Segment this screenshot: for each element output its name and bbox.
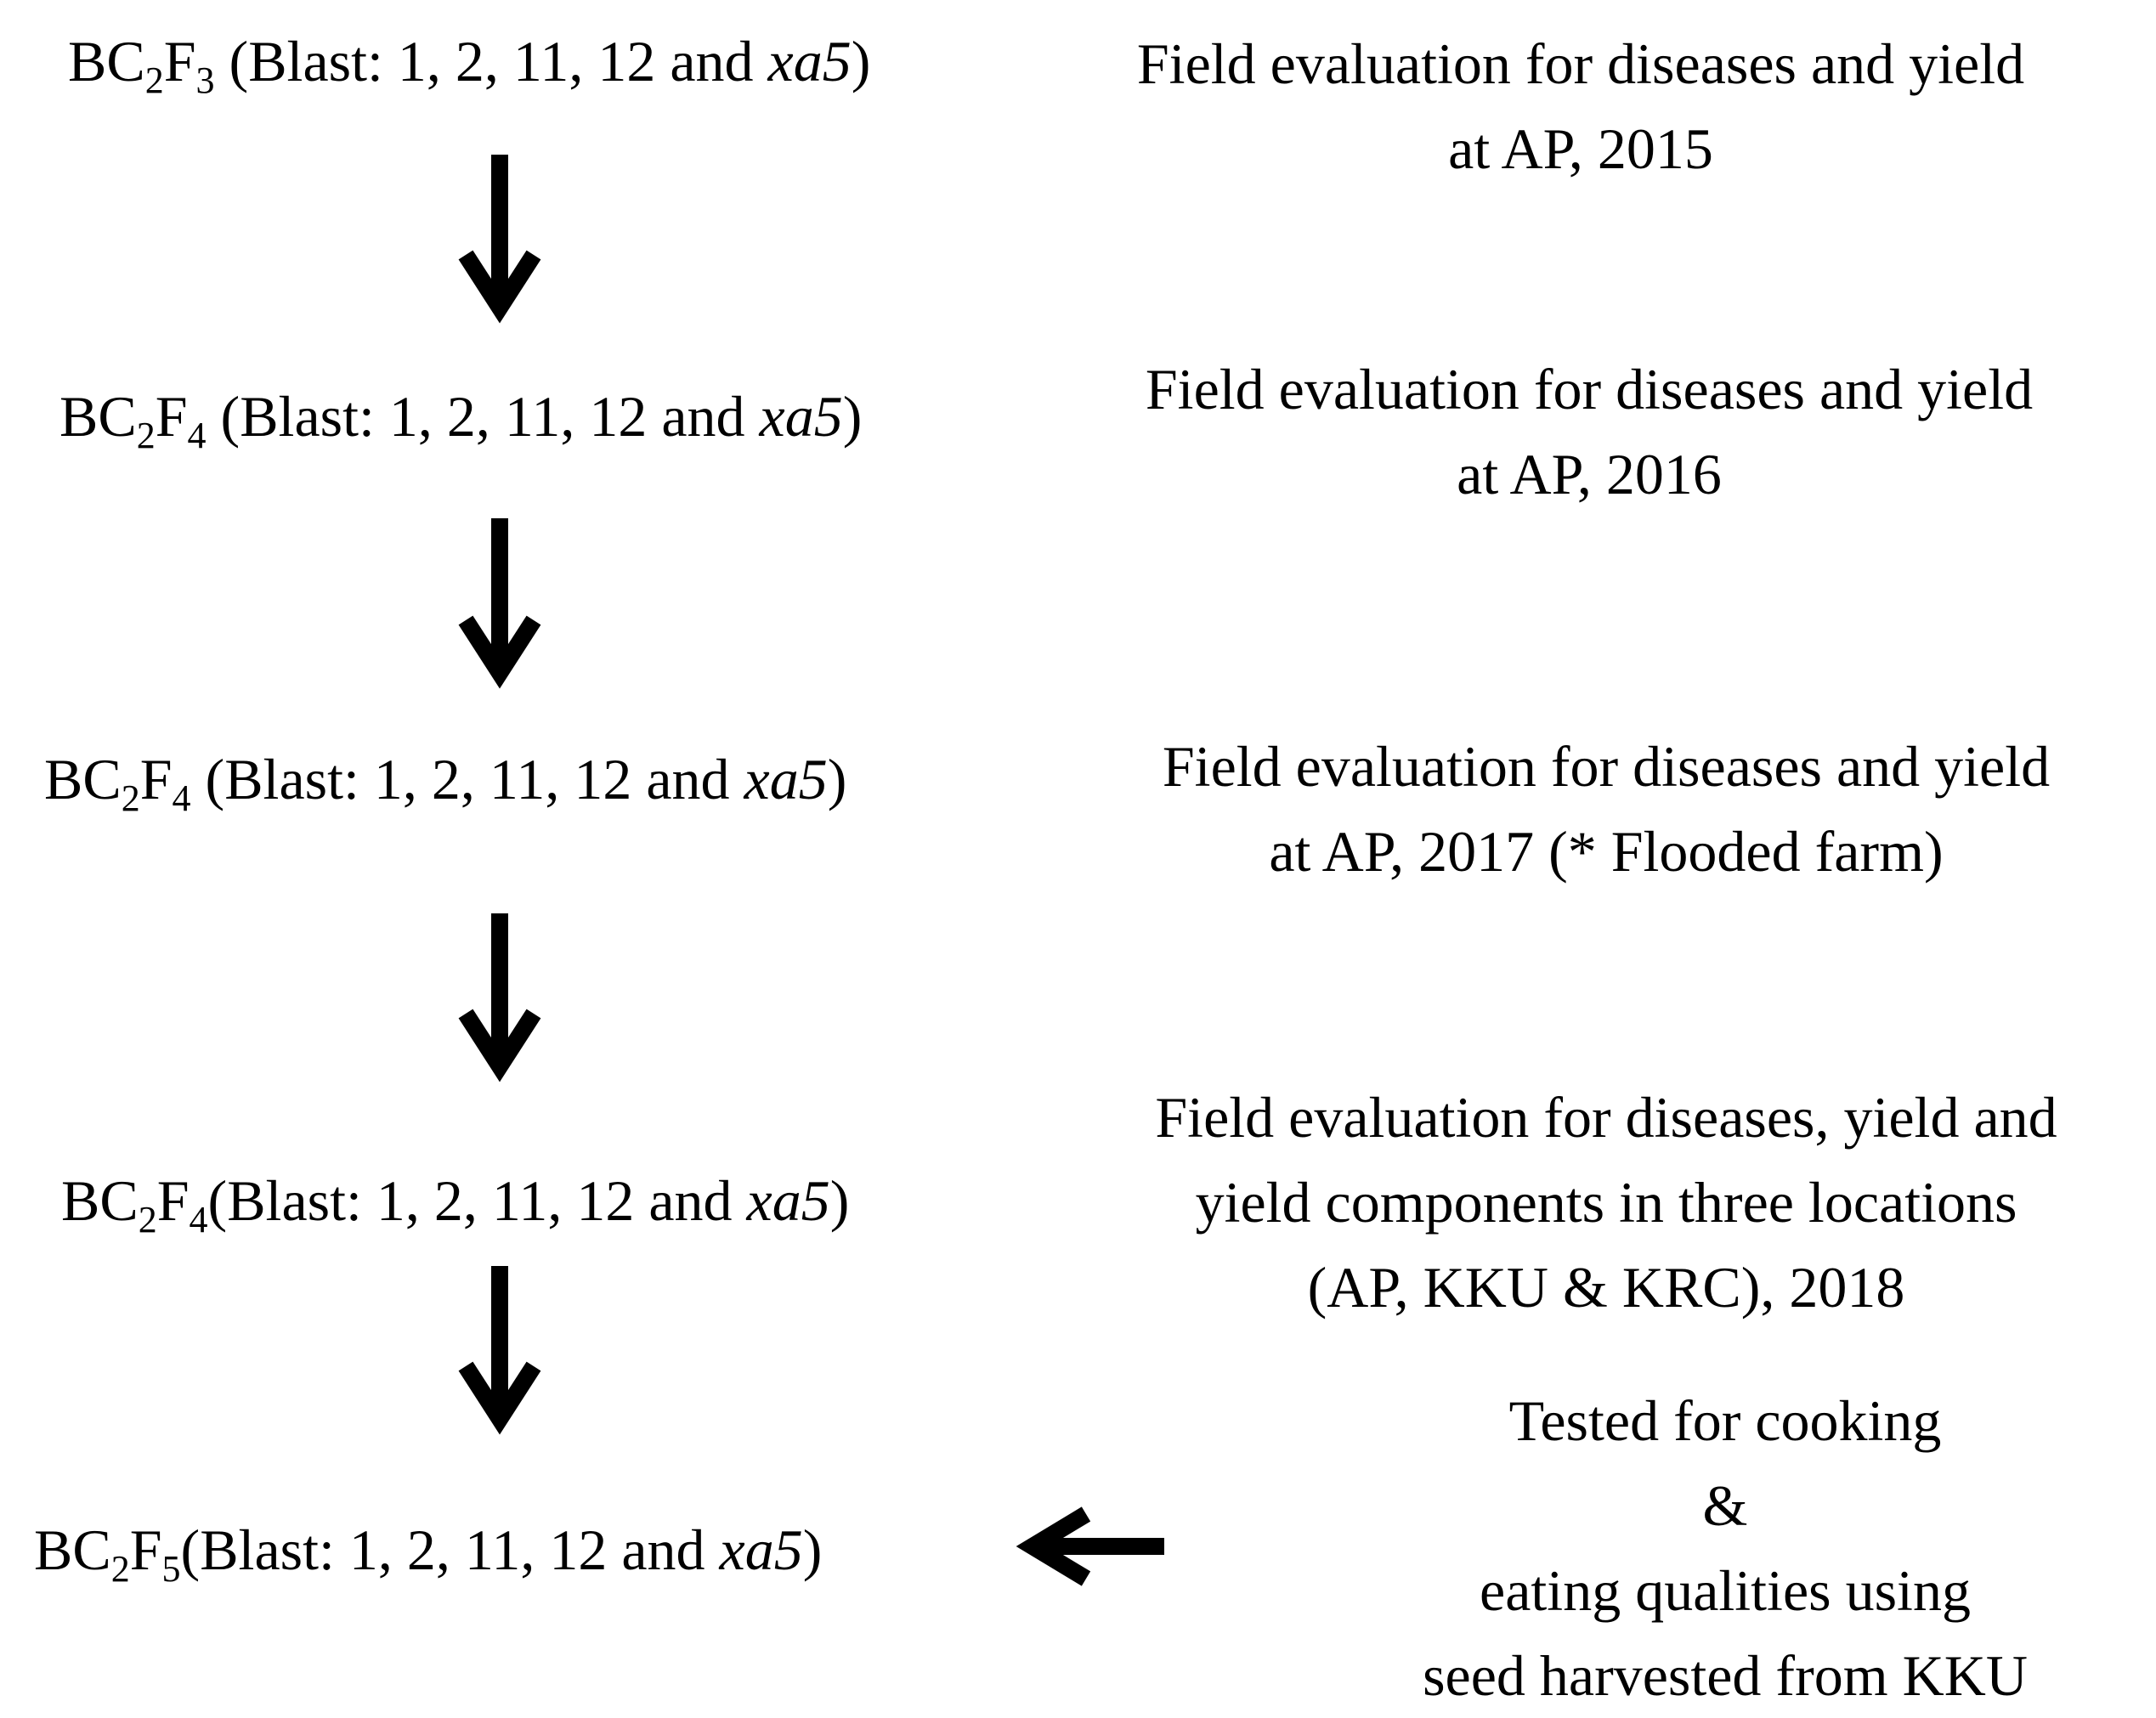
note-line: (AP, KKU & KRC), 2018 — [1307, 1255, 1905, 1320]
note-line: at AP, 2016 — [1457, 442, 1722, 506]
note-line: Field evaluation for diseases and yield — [1136, 31, 2025, 96]
generation-label-bc2f3: $BC_2F_3$ (Blast: 1, 2, 11, 12 and xa5) — [68, 29, 871, 101]
note-line: Field evaluation for diseases and yield — [1145, 357, 2034, 421]
note-line: eating qualities using — [1480, 1558, 1971, 1623]
generation-label-bc2f4-2016: $BC_2F_4$ (Blast: 1, 2, 11, 12 and xa5) — [59, 384, 863, 456]
generation-label-bc2f4-2017: $BC_2F_4$ (Blast: 1, 2, 11, 12 and xa5) — [44, 747, 847, 819]
generation-label-bc2f4-2018: $BC_2F_4(Blast$: 1, 2, 11, 12 and xa5) — [61, 1168, 850, 1240]
down-arrow-2 — [466, 518, 534, 673]
note-line: at AP, 2017 (* Flooded farm) — [1269, 819, 1944, 884]
note-line: Tested for cooking — [1508, 1388, 1942, 1453]
note-line: seed harvested from KKU — [1423, 1643, 2028, 1708]
left-arrow — [1033, 1514, 1164, 1579]
note-line: yield components in three locations — [1195, 1170, 2017, 1235]
down-arrow-3 — [466, 913, 534, 1066]
note-line: Field evaluation for diseases and yield — [1162, 734, 2051, 799]
down-arrow-1 — [466, 155, 534, 308]
generation-label-bc2f5: $BC_2F_5(Blast$: 1, 2, 11, 12 and xa5) — [34, 1517, 823, 1590]
note-line: & — [1702, 1473, 1748, 1538]
down-arrow-4 — [466, 1266, 534, 1419]
note-line: at AP, 2015 — [1448, 116, 1713, 181]
note-line: Field evaluation for diseases, yield and — [1155, 1085, 2057, 1150]
